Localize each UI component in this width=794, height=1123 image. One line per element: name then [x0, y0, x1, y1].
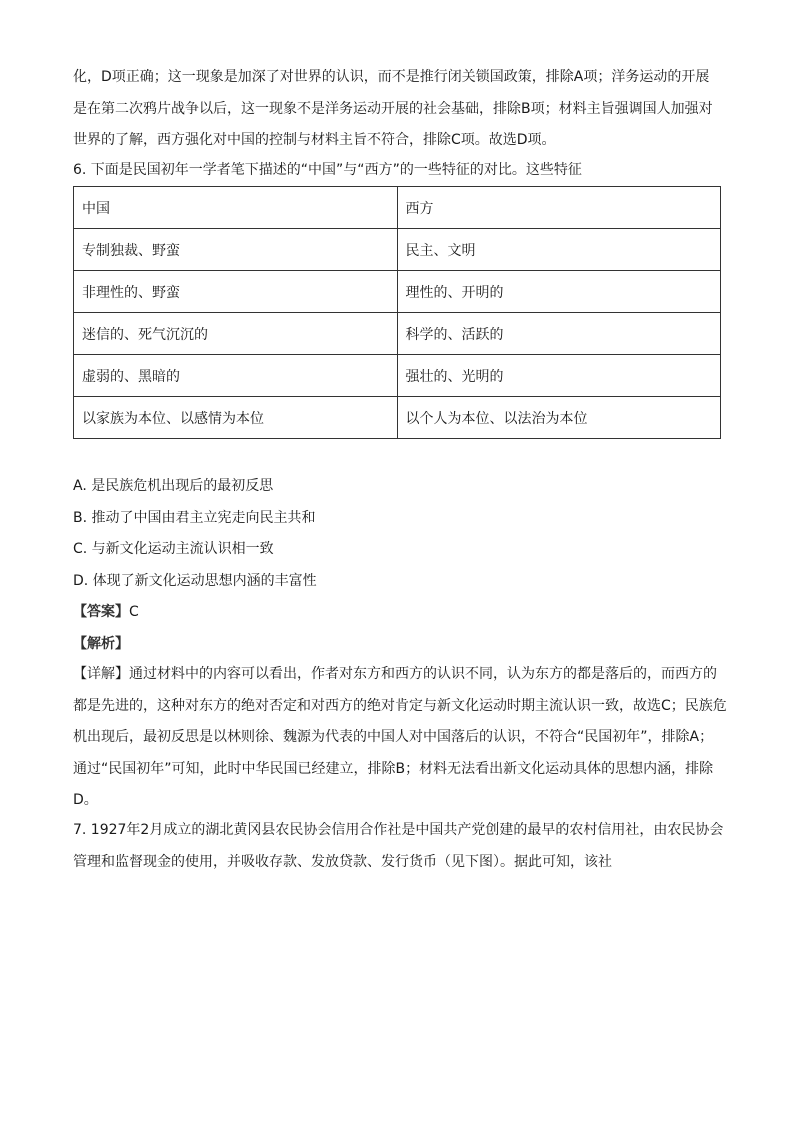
- previous-analysis: [73, 62, 723, 157]
- analysis-label: 【解析】: [73, 635, 129, 652]
- text-line: 【详解】通过材料中的内容可以看出，作者对东方和西方的认识不同，认为东方的都是落后的，而西方的: [73, 666, 717, 682]
- option-a: A. 是民族危机出现后的最初反思: [73, 478, 274, 494]
- table-cell: 专制独裁、野蛮: [74, 229, 398, 271]
- text-line: 通过“民国初年”可知，此时中华民国已经建立，排除B；材料无法看出新文化运动具体的思想内涵，排除: [73, 760, 714, 777]
- text-line: 化，D项正确；这一现象是加深了对世界的认识，而不是推行闭关锁国政策，排除A项；洋务运动的开展: [73, 69, 710, 85]
- detailed-analysis: [73, 659, 727, 817]
- option-b: B. 推动了中国由君主立宪走向民主共和: [73, 509, 316, 526]
- table-row: [74, 355, 721, 397]
- text-line: D。: [73, 792, 98, 808]
- question-7-stem: [73, 815, 723, 878]
- table-header-cell: 西方: [397, 187, 721, 229]
- text-line: 世界的了解，西方强化对中国的控制与材料主旨不符合，排除C项。故选D项。: [73, 132, 556, 148]
- table-row: [74, 397, 721, 439]
- answer-label: 【答案】: [73, 604, 129, 620]
- option-c: C. 与新文化运动主流认识相一致: [73, 541, 274, 557]
- text-line: 是在第二次鸦片战争以后，这一现象不是洋务运动开展的社会基础，排除B项；材料主旨强调国人加强对: [73, 100, 713, 117]
- answer-line: [73, 597, 723, 629]
- table-cell: 理性的、开明的: [397, 271, 721, 313]
- answer-options: [73, 471, 723, 660]
- text-line: 管理和监督现金的使用，并吸收存款、发放贷款、发行货币（见下图）。据此可知，该社: [73, 853, 612, 870]
- table-cell: 科学的、活跃的: [397, 313, 721, 355]
- table-cell: 非理性的、野蛮: [74, 271, 398, 313]
- table-row: [74, 313, 721, 355]
- table-cell: 虚弱的、黑暗的: [74, 355, 398, 397]
- text-line: 都是先进的，这种对东方的绝对否定和对西方的绝对肯定与新文化运动时期主流认识一致，故选C；民族危: [73, 697, 727, 714]
- table-cell: 以家族为本位、以感情为本位: [74, 397, 398, 439]
- text-line: 7. 1927年2月成立的湖北黄冈县农民协会信用合作社是中国共产党创建的最早的农村信用社，由农民协会: [73, 822, 724, 838]
- table-header-row: [74, 187, 721, 229]
- table-header-cell: 中国: [74, 187, 398, 229]
- table-row: [74, 271, 721, 313]
- table-cell: 以个人为本位、以法治为本位: [397, 397, 721, 439]
- table-row: [74, 229, 721, 271]
- text-line: 机出现后，最初反思是以林则徐、魏源为代表的中国人对中国落后的认识，不符合“民国初年”，排除A；: [73, 729, 714, 745]
- option-d: D. 体现了新文化运动思想内涵的丰富性: [73, 572, 317, 589]
- table-cell: 强壮的、光明的: [397, 355, 721, 397]
- table-cell: 民主、文明: [397, 229, 721, 271]
- table-cell: 迷信的、死气沉沉的: [74, 313, 398, 355]
- question-stem: 6. 下面是民国初年一学者笔下描述的“中国”与“西方”的一些特征的对比。这些特征: [73, 162, 582, 178]
- question-6-stem: [73, 155, 723, 187]
- answer-value: C: [129, 604, 139, 620]
- comparison-table: [73, 186, 721, 439]
